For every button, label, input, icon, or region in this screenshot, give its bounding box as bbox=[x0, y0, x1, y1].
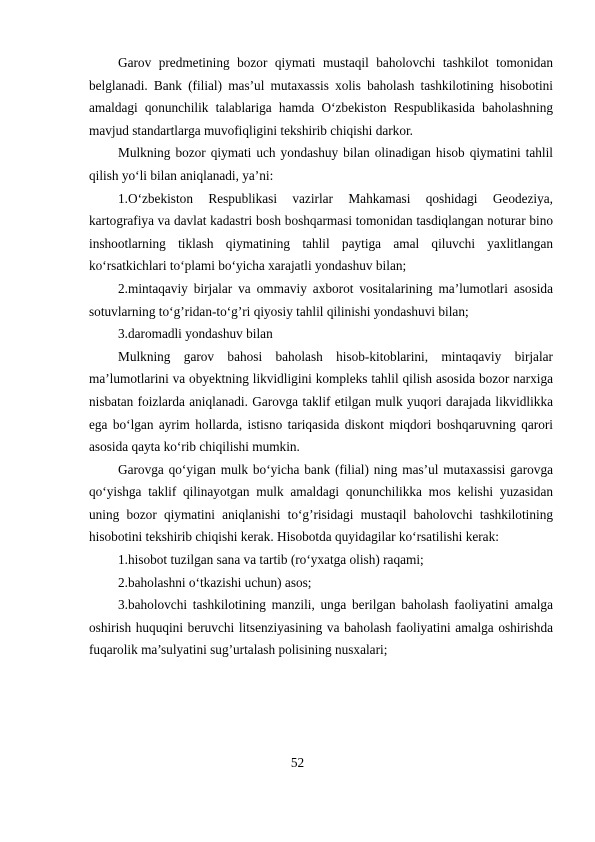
paragraph-report-verification: Garovga qo‘yigan mulk bo‘yicha bank (filial) ning mas’ul mutaxassisi garovga qo‘yishga taklif qilinayotgan mulk amaldagi qonunchilikka mos kelishi yuzasidan uning bozor qiymatini aniqlanishi to‘g’risidagi mustaqil baholovchi tashkilotining hisobotini tekshirib chiqishi kerak. Hisobotda quyidagilar ko‘rsatilishi kerak: bbox=[89, 461, 553, 545]
paragraph-collateral-assessment: Mulkning garov bahosi baholash hisob-kitoblarini, mintaqaviy birjalar ma’lumotlarini va obyektning likvidligini kompleks tahlil qilish asosida bozor narxiga nisbatan foizlarda aniqlanadi. Garovga taklif etilgan mulk yuqori darajada likvidlikka ega bo‘lgan ayrim hollarda, istisno tariqasida diskont miqdori boshqaruvning qarori asosida qayta ko‘rib chiqilishi mumkin. bbox=[89, 348, 553, 455]
paragraph-approach-income: 3.daromadli yondashuv bilan bbox=[118, 326, 273, 342]
paragraph-report-item-1: 1.hisobot tuzilgan sana va tartib (ro‘yxatga olish) raqami; bbox=[118, 552, 424, 568]
paragraph-collateral-value: Garov predmetining bozor qiymati mustaqil baholovchi tashkilot tomonidan belglanadi. Bank (filial) mas’ul mutaxassis xolis baholash tashkilotining hisobotini amaldagi qonunchilik talablariga hamda O‘zbekiston Respublikasida baholashning mavjud standartlarga muvofiqligini tekshirib chiqishi darkor. bbox=[89, 55, 553, 138]
paragraph-report-item-3: 3.baholovchi tashkilotining manzili, unga berilgan baholash faoliyatini amalga oshirish huquqini beruvchi litsenziyasining va baholash faoliyatini amalga oshirishda fuqarolik ma’sulyatini sug’urtalash polisining nusxalari; bbox=[89, 597, 553, 658]
paragraph-approach-comparative: 2.mintaqaviy birjalar va ommaviy axborot vositalarining ma’lumotlari asosida sotuvlarning to‘g’ridan-to‘g’ri qiyosiy tahlil qilinishi yondashuvi bilan; bbox=[89, 280, 553, 319]
document-body bbox=[89, 52, 553, 662]
paragraph-report-item-2: 2.baholashni o‘tkazishi uchun) asos; bbox=[118, 574, 312, 590]
paragraph-three-approaches: Mulkning bozor qiymati uch yondashuy bilan olinadigan hisob qiymatini tahlil qilish yo‘li bilan aniqlanadi, ya’ni: bbox=[89, 145, 553, 183]
page-number: 52 bbox=[290, 755, 305, 770]
paragraph-approach-cost: 1.O‘zbekiston Respublikasi vazirlar Mahkamasi qoshidagi Geodeziya, kartografiya va davlat kadastri bosh boshqarmasi tomonidan tasdiqlangan noturar bino inshootlarning tiklash qiymatining tahlil paytiga amal qiluvchi yaxlitlangan ko‘rsatkichlari to‘plami bo‘yicha xarajatli yondashuv bilan; bbox=[89, 190, 553, 274]
